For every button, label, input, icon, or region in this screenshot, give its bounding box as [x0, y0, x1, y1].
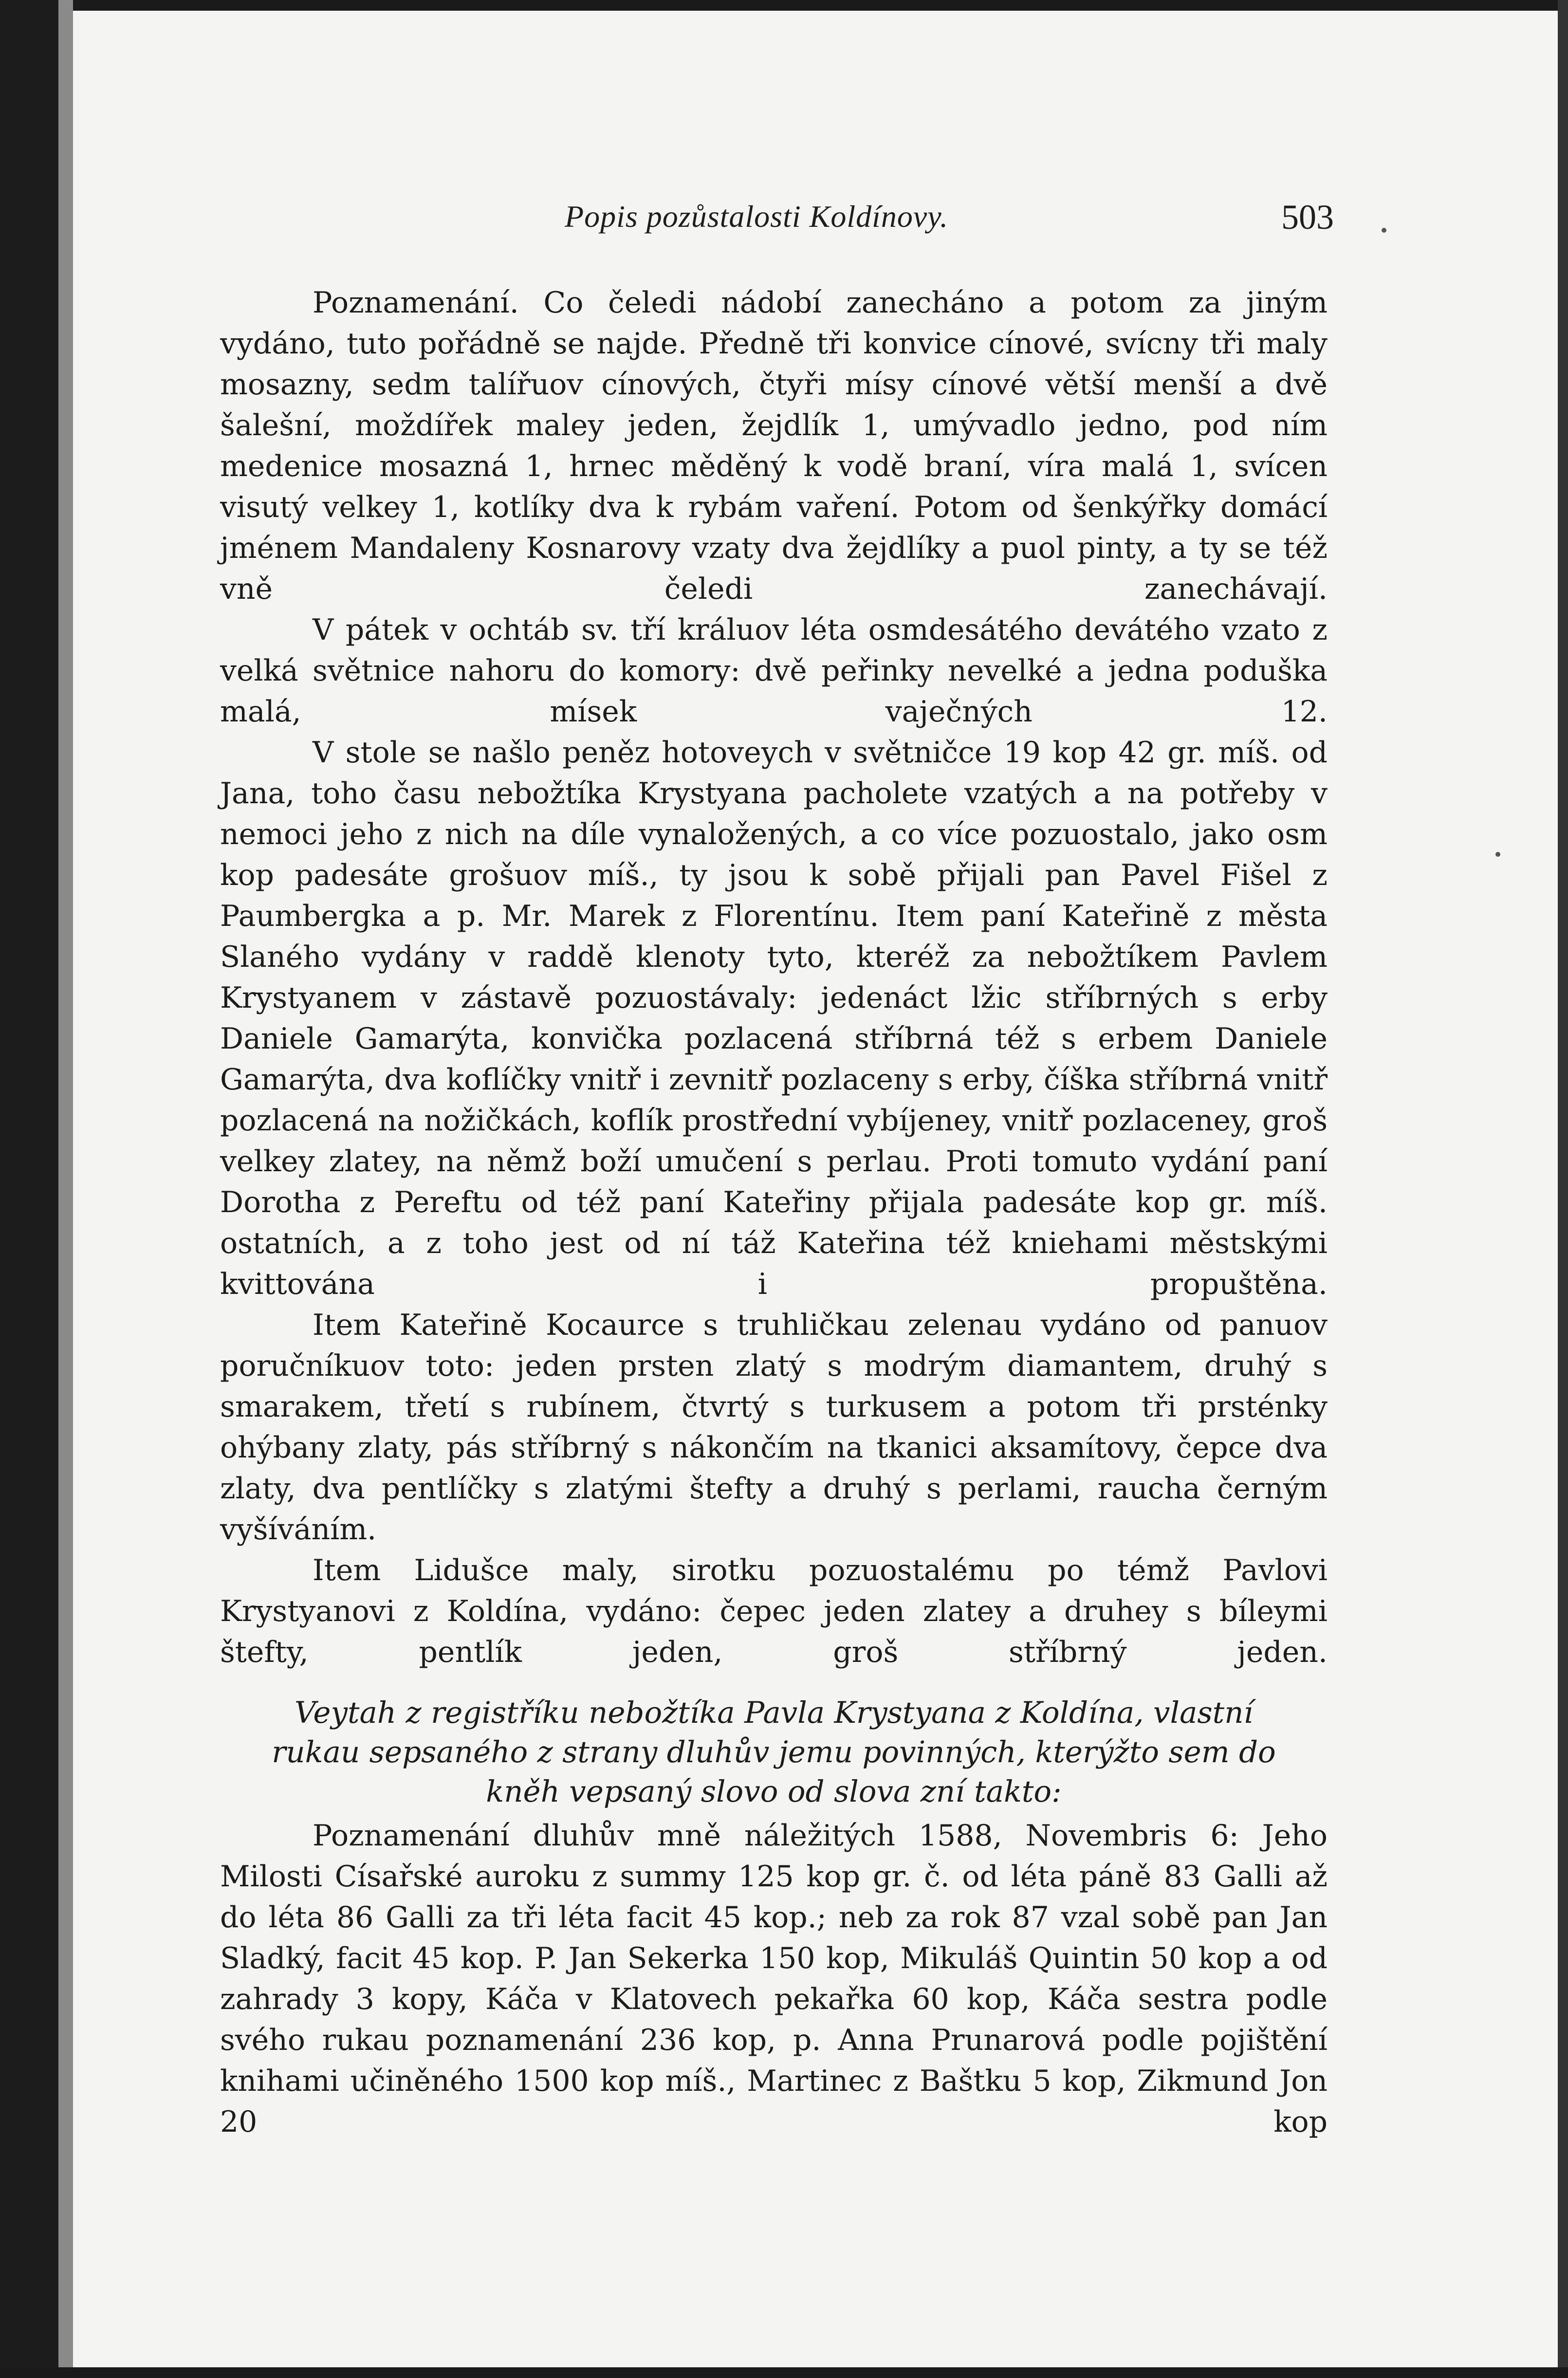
paragraph: Poznamenání dluhův mně náležitých 1588, Novembris 6: Jeho Milosti Císařské auroku z summy 125 kop gr. č. od léta páně 83 Galli až do léta 86 Galli za tři léta facit 45 kop.; neb za rok 87 vzal sobě pan Jan Sladký, facit 45 kop. P. Jan Sekerka 150 kop, Mikuláš Quintin 50 kop a od zahrady 3 kopy, Káča v Klatovech pekařka 60 kop, Káča sestra podle svého rukau poznamenání 236 kop, p. Anna Prunarová podle pojištění knihami učiněného 1500 kop míš., Martinec z Baštku 5 kop, Zikmund Jon 20 kop	[220, 1819, 1328, 2139]
paragraph: V pátek v ochtáb sv. tří králuov léta osmdesátého devátého vzato z velká světnice nahoru do komory: dvě peřinky nevelké a jedna poduška malá, mísek vaječných 12.	[220, 613, 1328, 729]
heading-line: rukau sepsaného z strany dluhův jemu povinných, kterýžto sem do	[272, 1735, 1276, 1770]
scan-border-top	[0, 0, 1568, 11]
scan-border-bottom	[0, 2367, 1568, 2378]
scan-border-right	[1558, 0, 1568, 2378]
speck-mark	[1495, 852, 1500, 857]
heading-line: Veytah z registříku nebožtíka Pavla Krystyana z Koldína, vlastní	[294, 1696, 1253, 1730]
paragraph: Item Lidušce maly, sirotku pozuostalému po témž Pavlovi Krystyanovi z Koldína, vydáno: čepec jeden zlatey a druhey s bíleymi štefty, pentlík jeden, groš stříbrný jeden.	[220, 1553, 1328, 1669]
speck-mark	[1382, 228, 1386, 233]
page-number: 503	[1281, 198, 1334, 237]
page-gutter-shadow	[58, 0, 73, 2378]
heading-line: kněh vepsaný slovo od slova zní takto:	[486, 1774, 1062, 1809]
section-heading	[220, 1693, 1328, 1811]
paragraph: Item Kateřině Kocaurce s truhličkau zelenau vydáno od panuov poručníkuov toto: jeden prsten zlatý s modrým diamantem, druhý s smarakem, třetí s rubínem, čtvrtý s turkusem a potom tři prsténky ohýbany zlaty, pás stříbrný s nákončím na tkanici aksamítovy, čepce dva zlaty, dva pentlíčky s zlatými štefty a druhý s perlami, raucha černým vyšíváním.	[220, 1308, 1328, 1547]
body-text	[220, 282, 1328, 2142]
paragraph: V stole se našlo peněz hotoveych v světničce 19 kop 42 gr. míš. od Jana, toho času nebožtíka Krystyana pacholete vzatých a na potřeby v nemoci jeho z nich na díle vynaložených, a co více pozuostalo, jako osm kop padesáte grošuov míš., ty jsou k sobě přijali pan Pavel Fišel z Paumbergka a p. Mr. Marek z Florentínu. Item paní Kateřině z města Slaného vydány v raddě klenoty tyto, kteréž za nebožtíkem Pavlem Krystyanem v zástavě pozuostávaly: jedenáct lžic stříbrných s erby Daniele Gamarýta, konvička pozlacená stříbrná též s erbem Daniele Gamarýta, dva koflíčky vnitř i zevnitř pozlaceny s erby, číška stříbrná vnitř pozlacená na nožičkách, koflík prostřední vybíjeney, vnitř pozlaceney, groš velkey zlatey, na němž boží umučení s perlau. Proti tomuto vydání paní Dorotha z Pereftu od též paní Kateřiny přijala padesáte kop gr. míš. ostatních, a z toho jest od ní táž Kateřina též kniehami městskými kvittována i propuštěna.	[220, 736, 1328, 1301]
running-head: Popis pozůstalosti Koldínovy.	[565, 199, 949, 234]
paragraph: Poznamenání. Co čeledi nádobí zanecháno a potom za jiným vydáno, tuto pořádně se najde. Předně tři konvice cínové, svícny tři maly mosazny, sedm talířuov cínových, čtyři mísy cínové větší menší a dvě šalešní, moždířek maley jeden, žejdlík 1, umývadlo jedno, pod ním medenice mosazná 1, hrnec měděný k vodě braní, víra malá 1, svícen visutý velkey 1, kotlíky dva k rybám vaření. Potom od šenkýřky domácí jménem Mandaleny Kosnarovy vzaty dva žejdlíky a puol pinty, a ty se též vně čeledi zanechávají.	[220, 286, 1328, 606]
scan-border-left	[0, 0, 58, 2378]
